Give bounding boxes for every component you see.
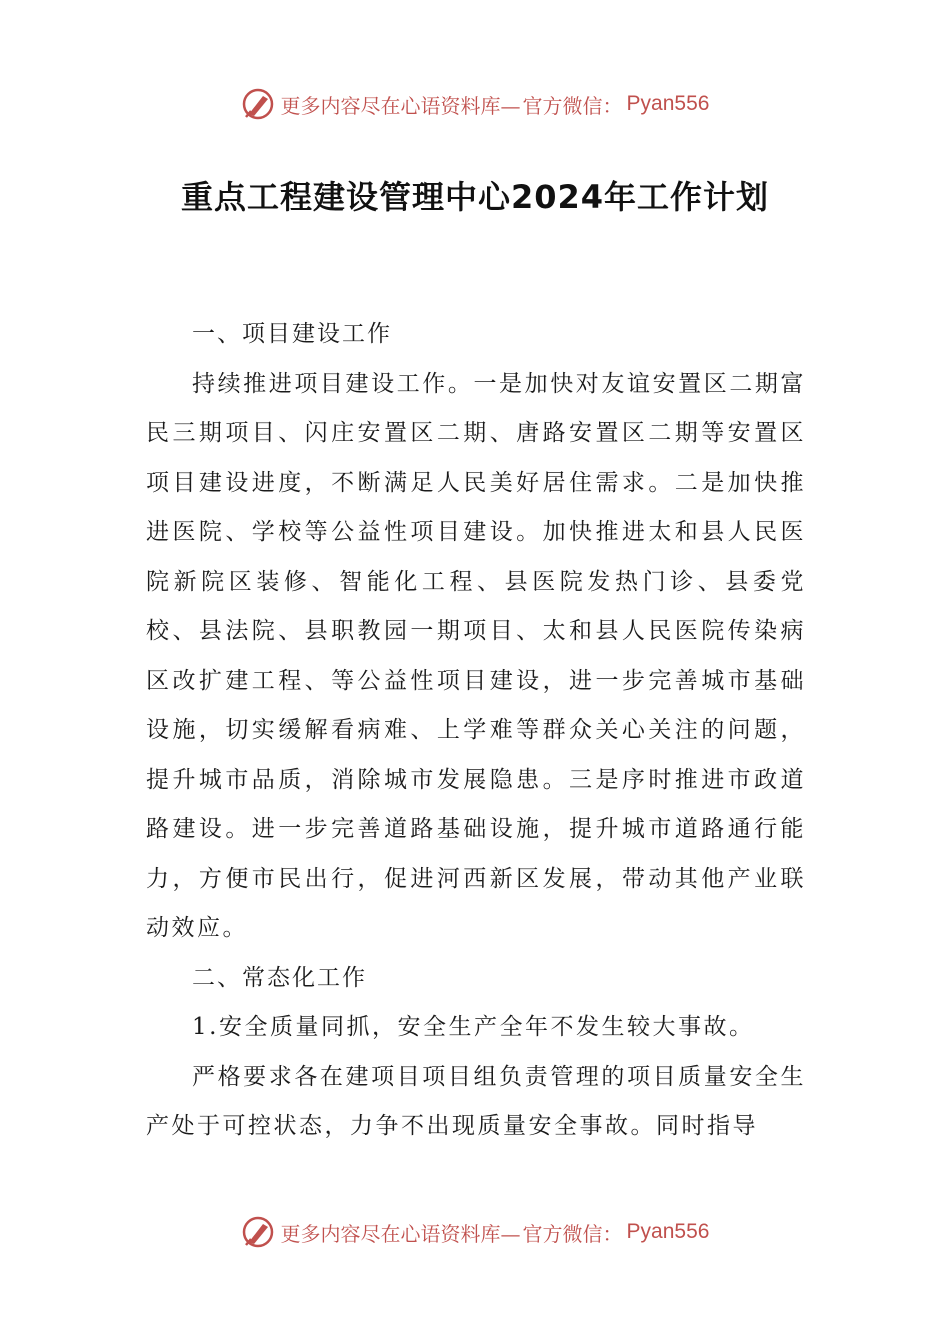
watermark-wechat-label: 官方微信：	[522, 93, 623, 118]
section-heading: 二、常态化工作	[192, 964, 367, 991]
watermark-wechat-id: Pyan556	[626, 92, 710, 115]
document-body	[146, 310, 806, 1152]
watermark-wechat-label: 官方微信：	[522, 1221, 623, 1246]
pen-nib-circle-icon	[241, 87, 275, 121]
pen-nib-circle-icon	[241, 1215, 275, 1249]
watermark-wechat-id: Pyan556	[626, 1220, 710, 1243]
body-paragraph: 严格要求各在建项目项目组负责管理的项目质量安全生产处于可控状态，力争不出现质量安全事故。同时指导	[146, 1063, 806, 1139]
watermark-text: 更多内容尽在心语资料库—	[280, 1221, 521, 1246]
watermark-banner-bottom	[0, 1212, 950, 1252]
section-heading: 一、项目建设工作	[192, 321, 392, 347]
body-paragraph: 持续推进项目建设工作。一是加快对友谊安置区二期富民三期项目、闪庄安置区二期、唐路安置区二期等安置区项目建设进度，不断满足人民美好居住需求。二是加快推进医院、学校等公益性项目建设。加快推进太和县人民医院新院区装修、智能化工程、县医院发热门诊、县委党校、县法院、县职教园一期项目、太和县人民医院传染病区改扩建工程、等公益性项目建设，进一步完善城市基础设施，切实缓解看病难、上学难等群众关心关注的问题，提升城市品质，消除城市发展隐患。三是序时推进市政道路建设。进一步完善道路基础设施，提升城市道路通行能力，方便市民出行，促进河西新区发展，带动其他产业联动效应。	[146, 370, 806, 941]
document-title: 重点工程建设管理中心2024年工作计划	[180, 178, 770, 216]
watermark-text: 更多内容尽在心语资料库—	[280, 93, 521, 118]
subsection-heading: 1.安全质量同抓，安全生产全年不发生较大事故。	[192, 1014, 755, 1040]
watermark-banner-top	[0, 84, 950, 124]
